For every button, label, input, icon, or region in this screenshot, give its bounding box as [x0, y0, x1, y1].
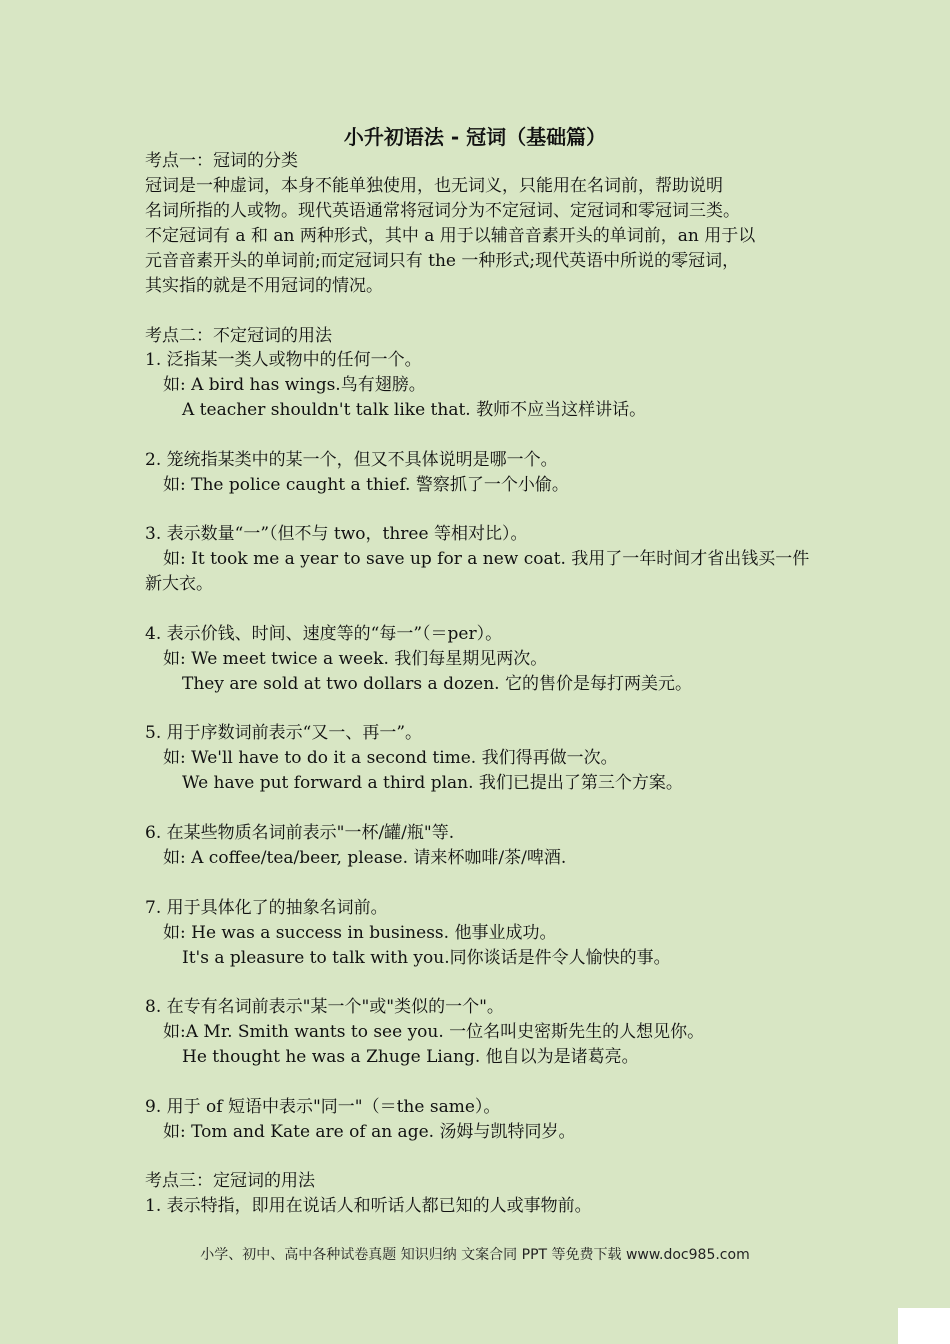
- rule-item: 1. 表示特指，即用在说话人和听话人都已知的人或事物前。: [145, 1196, 592, 1216]
- example-line: They are sold at two dollars a dozen. 它的售价是每打两美元。: [182, 674, 692, 694]
- example-line: 如: The police caught a thief. 警察抓了一个小偷。: [163, 475, 569, 495]
- rule-item: 4. 表示价钱、时间、速度等的“每一”（＝per）。: [145, 624, 503, 644]
- example-line: A teacher shouldn't talk like that. 教师不应当这样讲话。: [182, 400, 647, 420]
- paragraph-line: 元音音素开头的单词前;而定冠词只有 the 一种形式;现代英语中所说的零冠词，: [145, 251, 740, 271]
- corner-blank: [898, 1308, 950, 1344]
- section-heading-1: 考点一：冠词的分类: [145, 151, 298, 171]
- section-heading-3: 考点三：定冠词的用法: [145, 1171, 315, 1191]
- example-line: 如: A bird has wings.鸟有翅膀。: [163, 375, 426, 395]
- example-line: 如: We meet twice a week. 我们每星期见两次。: [163, 649, 548, 669]
- example-line: 如: A coffee/tea/beer, please. 请来杯咖啡/茶/啤酒.: [163, 848, 567, 868]
- section-heading-2: 考点二：不定冠词的用法: [145, 326, 332, 346]
- example-line: 如: Tom and Kate are of an age. 汤姆与凯特同岁。: [163, 1122, 576, 1142]
- rule-item: 9. 用于 of 短语中表示"同一"（＝the same）。: [145, 1097, 501, 1117]
- example-line: 如:A Mr. Smith wants to see you. 一位名叫史密斯先生的人想见你。: [163, 1022, 705, 1042]
- rule-item: 8. 在专有名词前表示"某一个"或"类似的一个"。: [145, 997, 504, 1017]
- page-footer: 小学、初中、高中各种试卷真题 知识归纳 文案合同 PPT 等免费下载 www.doc985.com: [200, 1247, 750, 1263]
- example-line: 新大衣。: [145, 574, 213, 594]
- example-line: We have put forward a third plan. 我们已提出了第三个方案。: [182, 773, 683, 793]
- rule-item: 2. 笼统指某类中的某一个，但又不具体说明是哪一个。: [145, 450, 558, 470]
- rule-item: 5. 用于序数词前表示“又一、再一”。: [145, 723, 423, 743]
- paragraph-line: 名词所指的人或物。现代英语通常将冠词分为不定冠词、定冠词和零冠词三类。: [145, 201, 740, 221]
- example-line: 如: It took me a year to save up for a new coat. 我用了一年时间才省出钱买一件: [163, 549, 810, 569]
- rule-item: 3. 表示数量“一”（但不与 two，three 等相对比）。: [145, 524, 528, 544]
- rule-item: 6. 在某些物质名词前表示"一杯/罐/瓶"等.: [145, 823, 455, 843]
- example-line: It's a pleasure to talk with you.同你谈话是件令人愉快的事。: [182, 948, 671, 968]
- paragraph-line: 不定冠词有 a 和 an 两种形式，其中 a 用于以辅音音素开头的单词前，an 用于以: [145, 226, 756, 246]
- paragraph-line: 其实指的就是不用冠词的情况。: [145, 276, 383, 296]
- page-title: 小升初语法 - 冠词（基础篇）: [343, 125, 607, 149]
- example-line: 如: He was a success in business. 他事业成功。: [163, 923, 557, 943]
- example-line: He thought he was a Zhuge Liang. 他自以为是诸葛亮。: [182, 1047, 639, 1067]
- example-line: 如: We'll have to do it a second time. 我们得再做一次。: [163, 748, 618, 768]
- rule-item: 7. 用于具体化了的抽象名词前。: [145, 898, 388, 918]
- rule-item: 1. 泛指某一类人或物中的任何一个。: [145, 350, 422, 370]
- paragraph-line: 冠词是一种虚词，本身不能单独使用，也无词义，只能用在名词前，帮助说明: [145, 176, 723, 196]
